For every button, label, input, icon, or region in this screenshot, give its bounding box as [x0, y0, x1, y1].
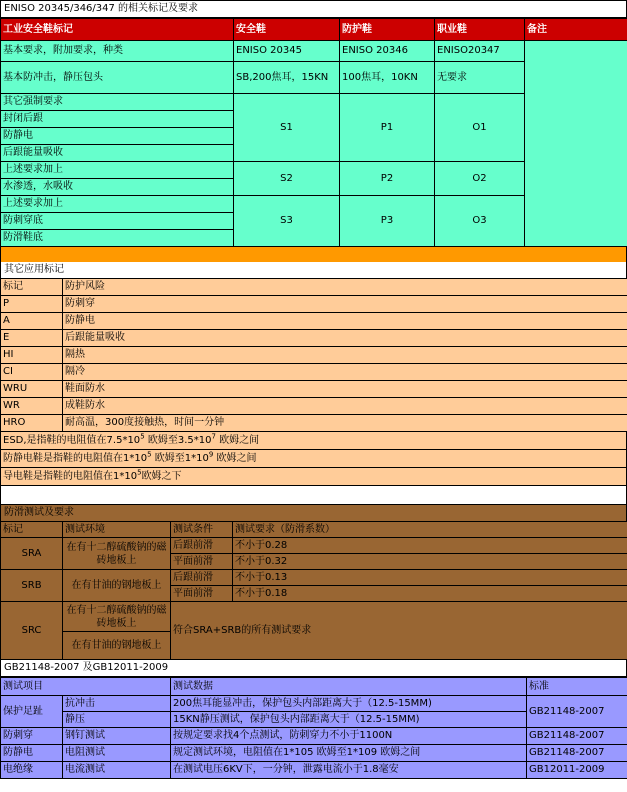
table-row — [1, 296, 627, 313]
table-row — [1, 279, 627, 296]
table-cell: 不小于0.32 — [233, 554, 627, 570]
table-cell: 后跟能量吸收 — [1, 145, 234, 162]
table-row — [1, 330, 627, 347]
table-cell: 封闭后跟 — [1, 111, 234, 128]
safety-marking-table — [0, 18, 627, 247]
gb-standard-table — [0, 677, 627, 779]
header-cell: 测试环境 — [63, 522, 171, 538]
table-cell: 无要求 — [435, 62, 525, 94]
antistatic-note: 防静电鞋是指鞋的电阻值在$1*10^5$ 欧姆至$1*10^9$ 欧姆之间 — [0, 450, 627, 468]
header-cell: 标记 — [1, 522, 63, 538]
esd-note: ESD,是指鞋的电阻值在$7.5*10^5$ 欧姆至$3.5*10^7$ 欧姆之间 — [0, 432, 627, 450]
code-cell: S1 — [234, 94, 340, 162]
table-cell: 电流测试 — [63, 762, 171, 779]
env-cell: 在有十二醇硫酸钠的磁砖地板上 — [63, 538, 171, 570]
table-cell: 15KN静压测试，保护包头内部距离大于（12.5-15MM) — [171, 712, 527, 728]
header-cell: 防护鞋 — [340, 19, 435, 41]
slip-test-table — [0, 521, 627, 660]
code-cell: P3 — [340, 196, 435, 247]
remarks-cell — [525, 41, 627, 247]
table-cell: 后跟前滑 — [171, 570, 233, 586]
code-cell: O2 — [435, 162, 525, 196]
table-cell: 防滑鞋底 — [1, 230, 234, 247]
table-cell: 防刺穿 — [1, 728, 63, 745]
mark-code-cell: A — [1, 313, 63, 330]
table-cell: ENISO 20346 — [340, 41, 435, 62]
table-cell: 电阻测试 — [63, 745, 171, 762]
table-cell: 抗冲击 — [63, 696, 171, 712]
table-cell: 其它强制要求 — [1, 94, 234, 111]
mark-meaning-cell: 隔冷 — [63, 364, 627, 381]
header-cell: 标准 — [527, 678, 627, 696]
mark-code-cell: CI — [1, 364, 63, 381]
mark-meaning-cell: 防护风险 — [63, 279, 627, 296]
mark-meaning-cell: 隔热 — [63, 347, 627, 364]
mark-meaning-cell: 后跟能量吸收 — [63, 330, 627, 347]
table-cell: 100焦耳，10KN — [340, 62, 435, 94]
mark-meaning-cell: 成鞋防水 — [63, 398, 627, 415]
table-cell: 不小于0.18 — [233, 586, 627, 602]
table-cell: 水渗透，水吸收 — [1, 179, 234, 196]
mark-meaning-cell: 耐高温，300度接触热，时间一分钟 — [63, 415, 627, 432]
code-cell: O3 — [435, 196, 525, 247]
env-cell: 在有甘油的钢地板上 — [63, 632, 171, 660]
table-cell: 上述要求加上 — [1, 162, 234, 179]
code-cell: S3 — [234, 196, 340, 247]
mark-cell: SRB — [1, 570, 63, 602]
table-cell: 按规定要求找4个点测试，防刺穿力不小于1100N — [171, 728, 527, 745]
table-row — [1, 347, 627, 364]
table-cell: GB21148-2007 — [527, 745, 627, 762]
table-cell: GB21148-2007 — [527, 728, 627, 745]
mark-meaning-cell: 鞋面防水 — [63, 381, 627, 398]
header-cell: 测试项目 — [1, 678, 171, 696]
table-cell: GB21148-2007 — [527, 696, 627, 728]
table-cell: SB,200焦耳，15KN — [234, 62, 340, 94]
mark-meaning-cell: 防静电 — [63, 313, 627, 330]
mark-code-cell: 标记 — [1, 279, 63, 296]
table-cell: 基本要求，附加要求，种类 — [1, 41, 234, 62]
table-row — [1, 381, 627, 398]
code-cell: S2 — [234, 162, 340, 196]
table-cell: 符合SRA+SRB的所有测试要求 — [171, 602, 627, 660]
table-cell: 电绝缘 — [1, 762, 63, 779]
mark-code-cell: E — [1, 330, 63, 347]
table-cell: 平面前滑 — [171, 586, 233, 602]
page-title: ENISO 20345/346/347 的相关标记及要求 — [0, 0, 627, 18]
header-cell: 备注 — [525, 19, 627, 41]
mark-cell: SRC — [1, 602, 63, 660]
header-cell: 测试要求（防滑系数） — [233, 522, 627, 538]
table-cell: 防静电 — [1, 745, 63, 762]
mark-code-cell: WRU — [1, 381, 63, 398]
header-cell: 测试数据 — [171, 678, 527, 696]
mark-code-cell: WR — [1, 398, 63, 415]
header-cell: 工业安全鞋标记 — [1, 19, 234, 41]
section-caption: 其它应用标记 — [0, 262, 627, 278]
section-caption: 防滑测试及要求 — [0, 504, 627, 521]
table-cell: 后跟前滑 — [171, 538, 233, 554]
table-row — [1, 398, 627, 415]
table-row — [1, 313, 627, 330]
header-cell: 职业鞋 — [435, 19, 525, 41]
spacer — [0, 486, 627, 504]
table-cell: 防刺穿底 — [1, 213, 234, 230]
env-cell: 在有十二醇硫酸钠的磁砖地板上 — [63, 602, 171, 632]
table-cell: 保护足趾 — [1, 696, 63, 728]
table-row — [1, 415, 627, 432]
table-cell: 平面前滑 — [171, 554, 233, 570]
mark-meaning-cell: 防刺穿 — [63, 296, 627, 313]
table-cell: 上述要求加上 — [1, 196, 234, 213]
table-cell: 钢钉测试 — [63, 728, 171, 745]
code-cell: P1 — [340, 94, 435, 162]
conductive-note: 导电鞋是指鞋的电阻值在$1*10^5$欧姆之下 — [0, 468, 627, 486]
section-caption: GB21148-2007 及GB12011-2009 — [0, 660, 627, 677]
table-cell: 不小于0.13 — [233, 570, 627, 586]
env-cell: 在有甘油的钢地板上 — [63, 570, 171, 602]
table-cell: 防静电 — [1, 128, 234, 145]
table-cell: ENISO 20345 — [234, 41, 340, 62]
mark-code-cell: HRO — [1, 415, 63, 432]
other-marks-table — [0, 278, 627, 432]
header-cell: 安全鞋 — [234, 19, 340, 41]
table-cell: 200焦耳能显冲击，保护包头内部距离大于（12.5-15MM) — [171, 696, 527, 712]
table-cell: 在测试电压6KV下，一分钟，泄露电流小于1.8毫安 — [171, 762, 527, 779]
table-cell: 基本防冲击，静压包头 — [1, 62, 234, 94]
code-cell: P2 — [340, 162, 435, 196]
table-cell: ENISO20347 — [435, 41, 525, 62]
table-cell: 规定测试环境，电阻值在1*105 欧姆至1*109 欧姆之间 — [171, 745, 527, 762]
header-cell: 测试条件 — [171, 522, 233, 538]
table-cell: GB12011-2009 — [527, 762, 627, 779]
table-cell: 不小于0.28 — [233, 538, 627, 554]
mark-code-cell: HI — [1, 347, 63, 364]
table-row — [1, 364, 627, 381]
mark-cell: SRA — [1, 538, 63, 570]
divider-bar — [0, 247, 627, 262]
code-cell: O1 — [435, 94, 525, 162]
table-cell: 静压 — [63, 712, 171, 728]
mark-code-cell: P — [1, 296, 63, 313]
